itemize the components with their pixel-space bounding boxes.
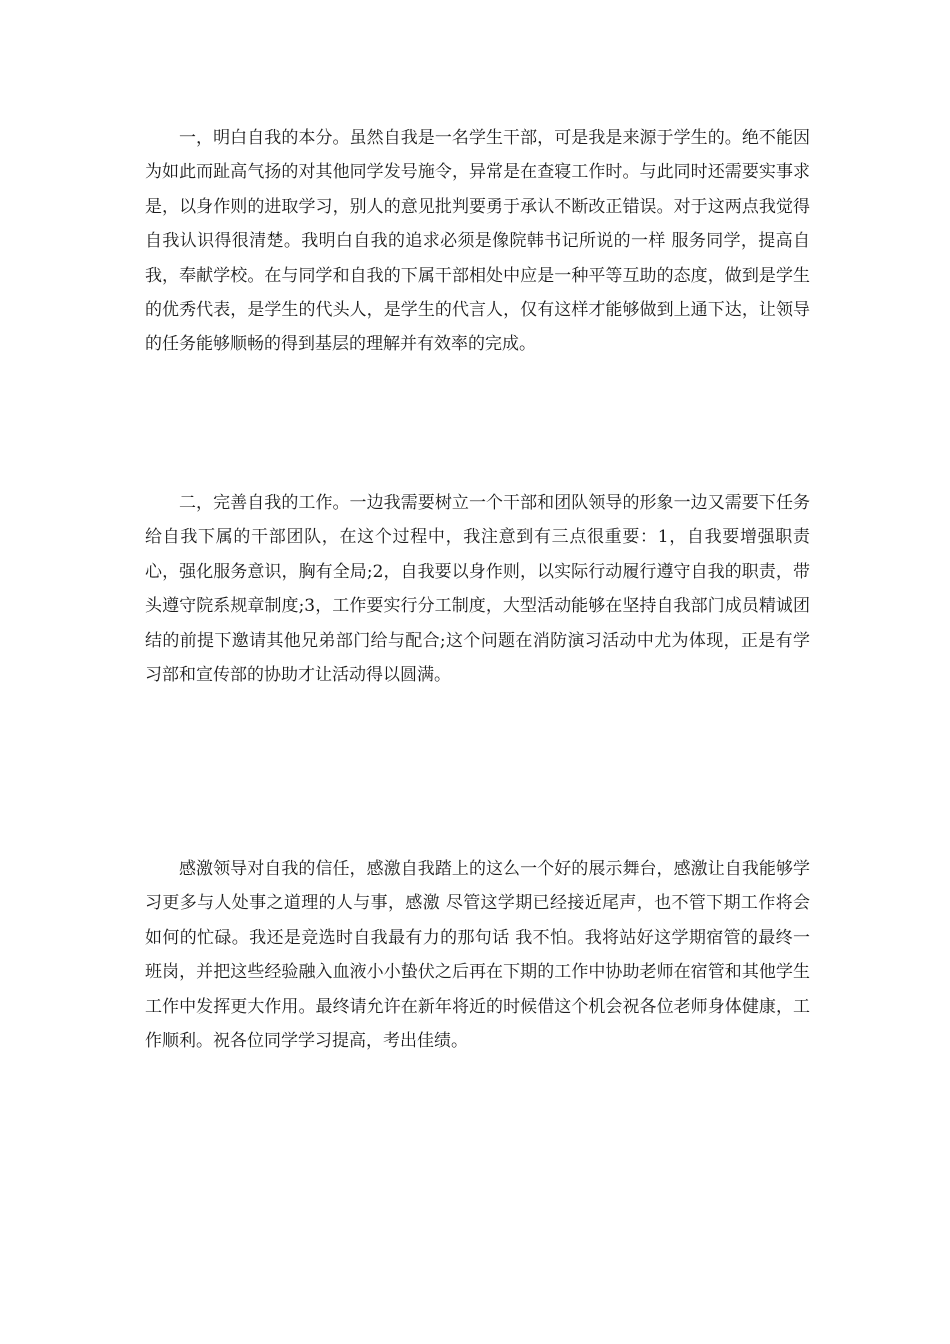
paragraph-3: 感激领导对自我的信任，感激自我踏上的这么一个好的展示舞台，感激让自我能够学习更多与人处事之道理的人与事，感激 尽管这学期已经接近尾声，也不管下期工作将会如何的忙碌。我还是竞选时自我最有力的那句话 我不怕。我将站好这学期宿管的最终一班岗，并把这些经验融入血液小小蛰伏之后再在下期的工作中协助老师在宿管和其他学生工作中发挥更大作用。最终请允许在新年将近的时候借这个机会祝各位老师身体健康，工作顺利。祝各位同学学习提高，考出佳绩。 [145, 859, 810, 1052]
paragraph-2: 二，完善自我的工作。一边我需要树立一个干部和团队领导的形象一边又需要下任务给自我下属的干部团队，在这个过程中，我注意到有三点很重要：1，自我要增强职责心，强化服务意识，胸有全局;2，自我要以身作则，以实际行动履行遵守自我的职责，带头遵守院系规章制度;3，工作要实行分工制度，大型活动能够在坚持自我部门成员精诚团结的前提下邀请其他兄弟部门给与配合;这个问题在消防演习活动中尤为体现，正是有学习部和宣传部的协助才让活动得以圆满。 [145, 493, 810, 686]
paragraph-1: 一，明白自我的本分。虽然自我是一名学生干部，可是我是来源于学生的。绝不能因为如此而趾高气扬的对其他同学发号施令，异常是在查寝工作时。与此同时还需要实事求是，以身作则的进取学习，别人的意见批判要勇于承认不断改正错误。对于这两点我觉得自我认识得很清楚。我明白自我的追求必须是像院韩书记所说的一样 服务同学，提高自我，奉献学校。在与同学和自我的下属干部相处中应是一种平等互助的态度，做到是学生的优秀代表，是学生的代头人，是学生的代言人，仅有这样才能够做到上通下达，让领导的任务能够顺畅的得到基层的理解并有效率的完成。 [145, 128, 810, 355]
